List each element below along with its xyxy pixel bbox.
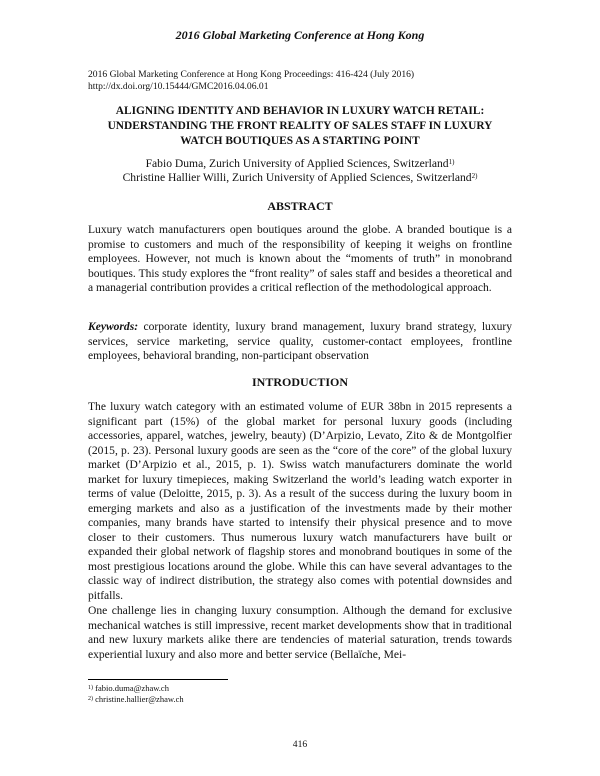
author-list: [88, 157, 512, 185]
author-2-text: Christine Hallier Willi, Zurich University of Applied Sciences, Switzerland: [122, 171, 472, 184]
footnote-1: [88, 683, 184, 694]
footnote-2-email[interactable]: christine.hallier@zhaw.ch: [95, 694, 184, 704]
footnote-divider: [88, 679, 228, 680]
introduction-paragraph-1: The luxury watch category with an estimated volume of EUR 38bn in 2015 represents a significant part (15%) of the global market for personal luxury goods (including accessories, apparel, watches, jewelry, beauty) (D’Arpizio, Levato, Zito & de Montgolfier (2015, p. 23). Personal luxury goods are seen as the “core of the core” of the global luxury market (D’Arpizio et al., 2015, p. 1). Swiss watch manufacturers dominate the world market for luxury timepieces, making Switzerland the world’s leading watch exporter in terms of value (Deloitte, 2015, p. 3). As a result of the success during the luxury boom in emerging markets and also as a justification of the investments made by their mother companies, many brands have started to intensify their physical presence and to move closer to their customers. Thus numerous luxury watch manufacturers have built or expanded their global network of flagship stores and monobrand boutiques in some of the most prestigious locations around the globe. While this can have several advantages to the classic way of indirect distribution, the strategy also comes with potential downsides and pitfalls.: [88, 401, 512, 602]
keywords-text: corporate identity, luxury brand management, luxury brand strategy, luxury services, service marketing, service quality, customer-contact employees, frontline employees, behavioral branding, non-participant observation: [88, 321, 512, 362]
publication-meta: [88, 69, 414, 93]
introduction-paragraph-2: One challenge lies in changing luxury consumption. Although the demand for exclusive mechanical watches is still impressive, recent market developments show that in traditional and new luxury markets alike there are tendencies of material saturation, trends towards experiential luxury and also more and better service (Bellaïche, Mei-: [88, 605, 512, 661]
author-2-footnote-mark[interactable]: 2): [471, 172, 478, 180]
footnotes: [88, 683, 184, 705]
footnote-1-email[interactable]: fabio.duma@zhaw.ch: [95, 683, 169, 693]
author-1-footnote-mark[interactable]: 1): [448, 158, 455, 166]
abstract-heading: ABSTRACT: [267, 199, 333, 213]
abstract-text: Luxury watch manufacturers open boutiques around the globe. A branded boutique is a promise to customers and much of the responsibility of keeping it weighs on frontline employees. However, not much is known about the “moments of truth” in monobrand boutiques. This study explores the “front reality” of sales staff and besides a theoretical and a managerial contribution provides a critical reflection of the methodological approach.: [88, 224, 512, 294]
proceedings-line: 2016 Global Marketing Conference at Hong Kong Proceedings: 416-424 (July 2016): [88, 69, 415, 80]
author-1: [88, 157, 512, 171]
paper-title: ALIGNING IDENTITY AND BEHAVIOR IN LUXURY WATCH RETAIL: UNDERSTANDING THE FRONT REALITY OF SALES STAFF IN LUXURY WATCH BOUTIQUES AS A STARTING POINT: [107, 105, 493, 147]
footnote-2: [88, 694, 184, 705]
author-2: [88, 171, 512, 185]
doi-link[interactable]: http://dx.doi.org/10.15444/GMC2016.04.06.01: [88, 81, 269, 92]
page-number: 416: [292, 739, 308, 750]
keywords-label: Keywords:: [88, 321, 139, 333]
author-1-text: Fabio Duma, Zurich University of Applied Sciences, Switzerland: [145, 157, 449, 170]
running-header: 2016 Global Marketing Conference at Hong Kong: [175, 28, 425, 42]
introduction-heading: INTRODUCTION: [251, 375, 348, 389]
footnote-2-mark: 2): [88, 696, 93, 702]
footnote-1-mark: 1): [88, 685, 93, 691]
keywords: [88, 320, 512, 364]
